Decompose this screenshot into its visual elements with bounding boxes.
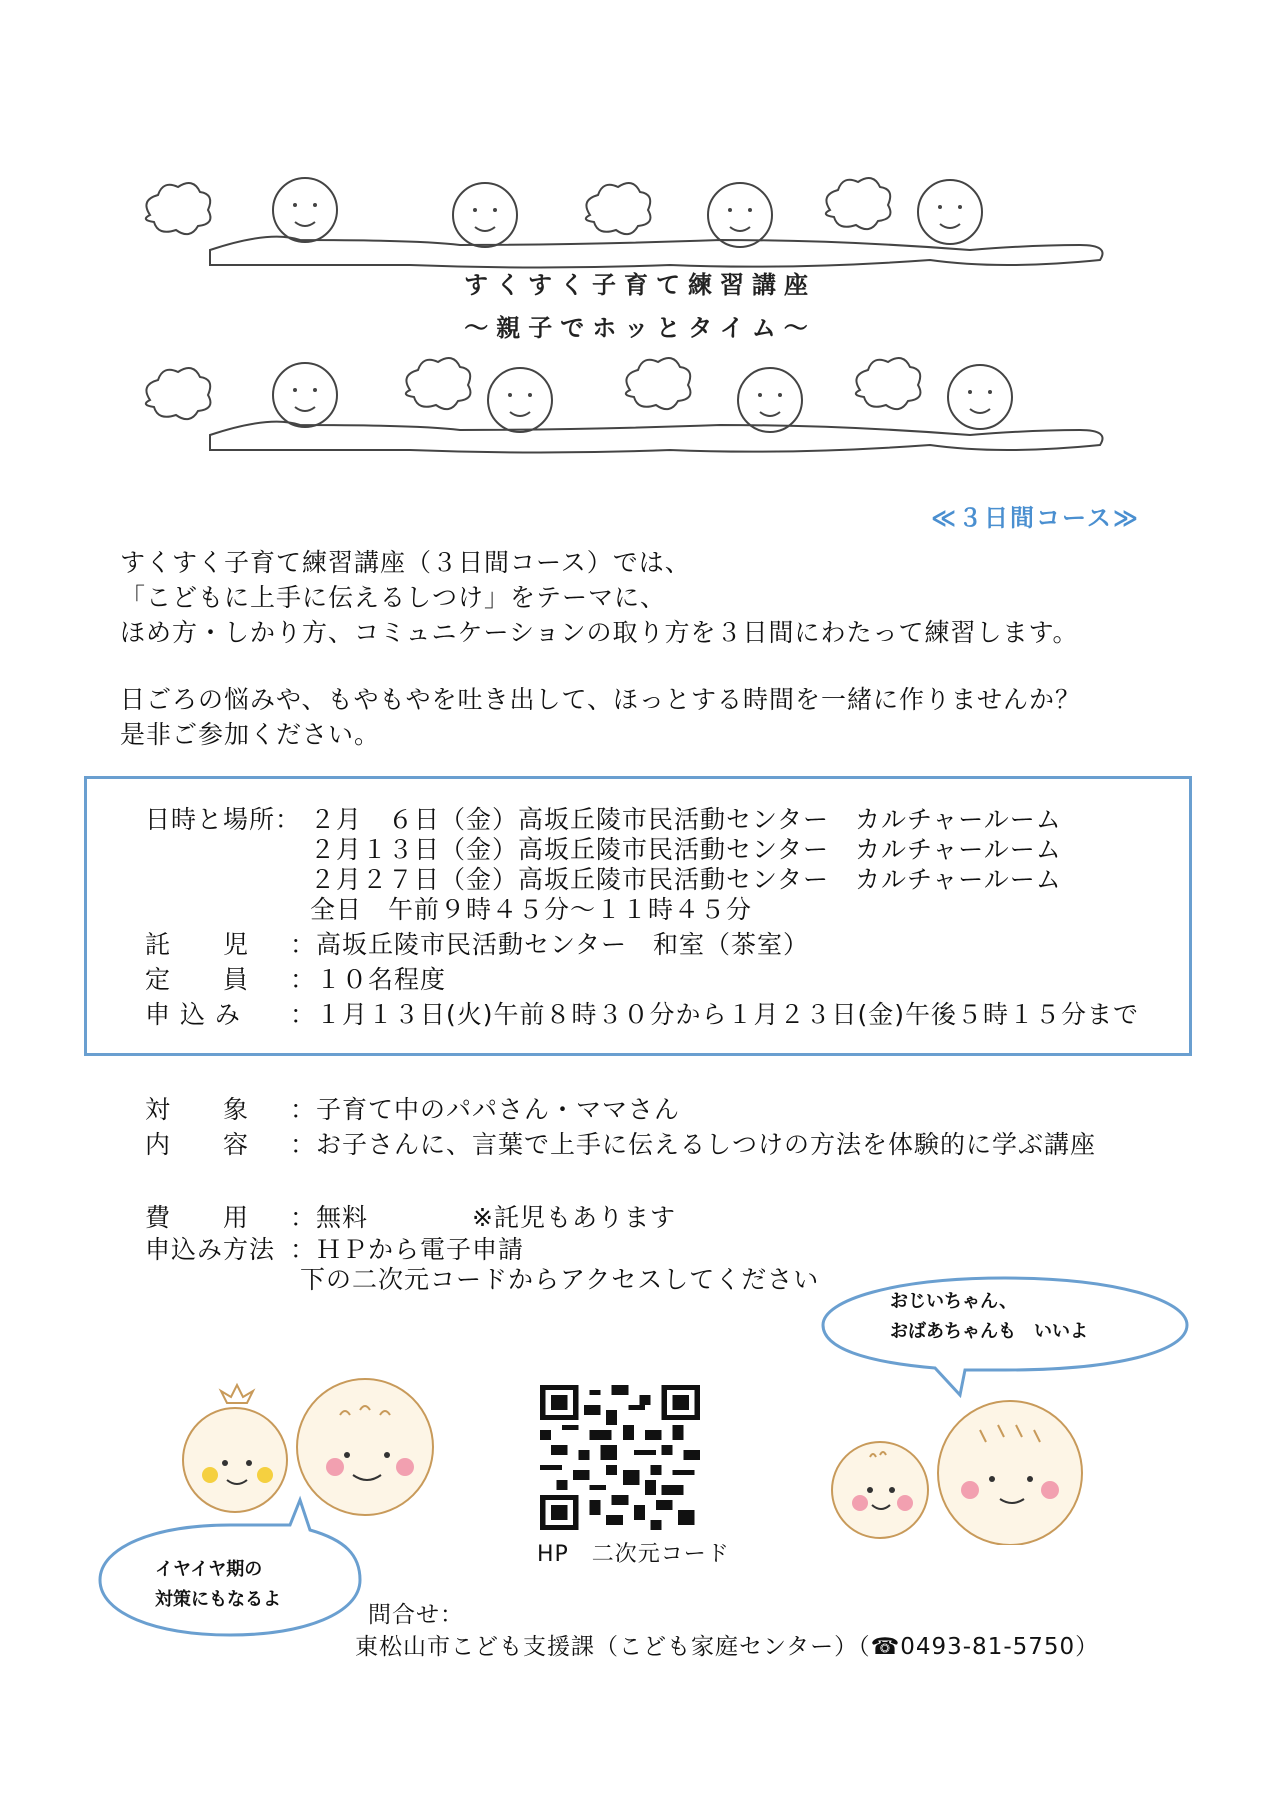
intro-line: 「こどもに上手に伝えるしつけ」をテーマに、 [120,583,667,612]
children-banner-top [130,170,1130,280]
children-banner-bottom [130,355,1130,465]
intro-line: 日ごろの悩みや、もやもやを吐き出して、ほっとする時間を一緒に作りませんか？ [120,685,1082,714]
fee-label: 費 用 [145,1203,250,1232]
datetime-label: 日時と場所： [145,805,302,834]
fee-value: ：無料 ※託児もあります [290,1203,676,1232]
method-note: 下の二次元コードからアクセスしてください [300,1265,820,1294]
qr-caption: HP 二次元コード [537,1542,730,1567]
qr-code[interactable] [540,1385,700,1530]
bubble-left-line: イヤイヤ期の [155,1559,263,1580]
target-value: ：子育て中のパパさん・ママさん [290,1095,681,1124]
date-row: ２月２７日（金）高坂丘陵市民活動センター カルチャールーム [310,865,1062,894]
intro-line: ほめ方・しかり方、コミュニケーションの取り方を３日間にわたって練習します。 [120,618,1079,647]
course-label: ≪３日間コース≫ [930,504,1140,532]
page-title: すくすく子育て練習講座 [464,271,816,299]
apply-label: 申 込 み [145,1000,241,1029]
bubble-right-line: おばあちゃんも いいよ [890,1321,1088,1342]
grandparent-child-illustration-right [820,1395,1110,1545]
date-row: ２月１３日（金）高坂丘陵市民活動センター カルチャールーム [310,835,1062,864]
bubble-left-line: 対策にもなるよ [155,1589,281,1610]
method-value: ：ＨＰから電子申請 [290,1235,525,1264]
apply-value: ：１月１３日(火)午前８時３０分から１月２３日(金)午後５時１５分まで [290,1000,1140,1029]
childcare-label: 託 児 [145,930,250,959]
date-row: ２月 ６日（金）高坂丘陵市民活動センター カルチャールーム [310,805,1062,834]
intro-line: 是非ご参加ください。 [120,720,381,749]
intro-text [120,545,1081,752]
contact-line: 東松山市こども支援課（こども家庭センター）（☎0493-81-5750） [355,1634,1100,1660]
page-subtitle: ～親子でホッとタイム～ [464,314,816,342]
childcare-value: ：高坂丘陵市民活動センター 和室（茶室） [290,930,810,959]
target-label: 対 象 [145,1095,250,1124]
capacity-value: ：１０名程度 [290,965,447,994]
capacity-label: 定 員 [145,965,250,994]
method-label: 申込み方法 [145,1235,276,1264]
content-label: 内 容 [145,1130,250,1159]
contact-label: 問合せ： [368,1602,464,1628]
bubble-right-line: おじいちゃん、 [890,1291,1018,1312]
intro-line: すくすく子育て練習講座（３日間コース）では、 [120,548,691,577]
time-row: 全日 午前９時４５分～１１時４５分 [310,895,753,924]
content-value: ：お子さんに、言葉で上手に伝えるしつけの方法を体験的に学ぶ講座 [290,1130,1097,1159]
